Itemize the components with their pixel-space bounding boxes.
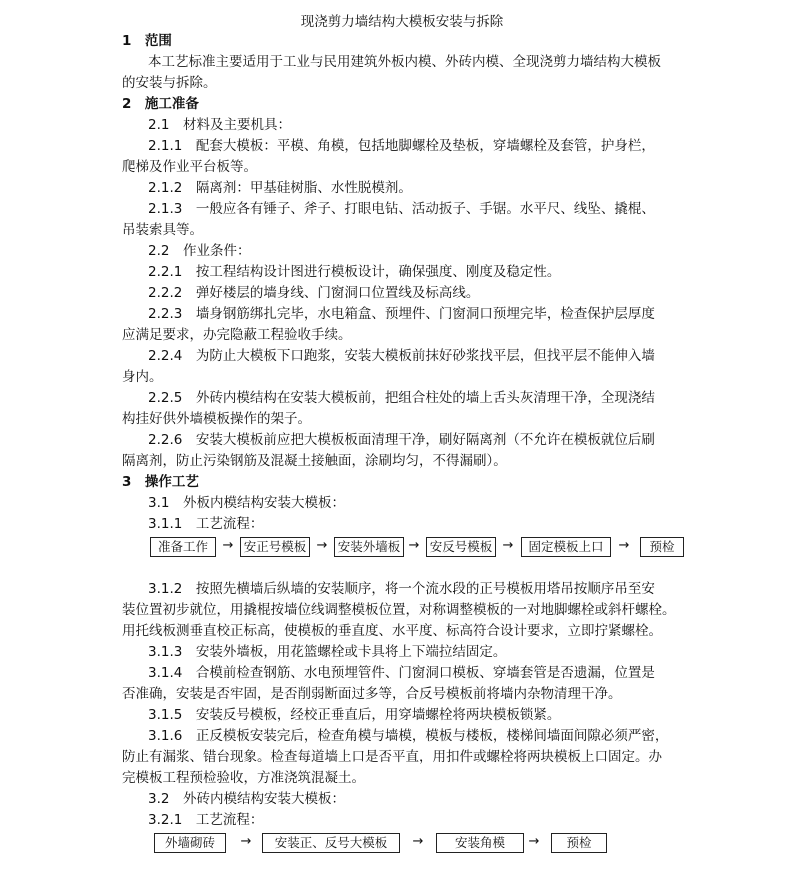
paragraph-line: 2.1.2 隔离剂：甲基硅树脂、水性脱模剂。 bbox=[148, 180, 412, 196]
paragraph-line: 构挂好供外墙模板操作的架子。 bbox=[122, 411, 311, 427]
section-heading: 3 操作工艺 bbox=[122, 474, 199, 490]
paragraph-line: 完模板工程预检验收，方准浇筑混凝土。 bbox=[122, 770, 365, 786]
paragraph-line: 应满足要求，办完隐蔽工程验收手续。 bbox=[122, 327, 352, 343]
paragraph-line: 装位置初步就位，用撬棍按墙位线调整模板位置，对称调整模板的一对地脚螺栓或斜杆螺栓。 bbox=[122, 602, 676, 618]
paragraph-line: 爬梯及作业平台板等。 bbox=[122, 159, 257, 175]
subsection-heading: 2.2 作业条件： bbox=[148, 243, 251, 259]
flow-arrow-icon: → bbox=[528, 834, 540, 849]
paragraph-line: 用托线板测垂直校正标高，使模板的垂直度、水平度、标高符合设计要求，立即拧紧螺栓。 bbox=[122, 623, 662, 639]
paragraph-line: 3.1.6 正反模板安装完后，检查角模与墙模，模板与楼板，楼梯间墙面间隙必须严密， bbox=[148, 728, 669, 744]
paragraph-line: 3.1.1 工艺流程： bbox=[148, 516, 264, 532]
paragraph-line: 3.1.5 安装反号模板，经校正垂直后，用穿墙螺栓将两块模板锁紧。 bbox=[148, 707, 561, 723]
subsection-heading: 3.2 外砖内模结构安装大模板： bbox=[148, 791, 345, 807]
flow-arrow-icon: → bbox=[618, 538, 630, 553]
flow-step: 预检 bbox=[640, 537, 684, 557]
paragraph-line: 3.1.4 合模前检查钢筋、水电预埋管件、门窗洞口模板、穿墙套管是否遗漏，位置是 bbox=[148, 665, 655, 681]
flow-step: 安装角模 bbox=[436, 833, 524, 853]
paragraph-line: 3.1.2 按照先横墙后纵墙的安装顺序，将一个流水段的正号模板用塔吊按顺序吊至安 bbox=[148, 581, 655, 597]
flow-step: 准备工作 bbox=[150, 537, 216, 557]
paragraph-line: 吊装索具等。 bbox=[122, 222, 203, 238]
flow-step: 安正号模板 bbox=[240, 537, 310, 557]
paragraph-line: 2.2.1 按工程结构设计图进行模板设计，确保强度、刚度及稳定性。 bbox=[148, 264, 561, 280]
flow-step: 安装正、反号大模板 bbox=[262, 833, 400, 853]
section-heading: 1 范围 bbox=[122, 33, 172, 49]
paragraph-line: 2.2.3 墙身钢筋绑扎完毕，水电箱盒、预埋件、门窗洞口预埋完毕，检查保护层厚度 bbox=[148, 306, 655, 322]
document-title: 现浇剪力墙结构大模板安装与拆除 bbox=[300, 14, 504, 30]
paragraph-line: 本工艺标准主要适用于工业与民用建筑外板内模、外砖内模、全现浇剪力墙结构大模板 bbox=[148, 54, 661, 70]
paragraph-line: 身内。 bbox=[122, 369, 163, 385]
flow-arrow-icon: → bbox=[316, 538, 328, 553]
paragraph-line: 2.2.5 外砖内模结构在安装大模板前，把组合柱处的墙上舌头灰清理干净，全现浇结 bbox=[148, 390, 655, 406]
flow-arrow-icon: → bbox=[408, 538, 420, 553]
subsection-heading: 3.1 外板内模结构安装大模板： bbox=[148, 495, 345, 511]
paragraph-line: 3.2.1 工艺流程： bbox=[148, 812, 264, 828]
flow-arrow-icon: → bbox=[502, 538, 514, 553]
paragraph-line: 防止有漏浆、错台现象。检查每道墙上口是否平直，用扣件或螺栓将两块模板上口固定。办 bbox=[122, 749, 662, 765]
flow-step: 预检 bbox=[551, 833, 607, 853]
flow-step: 外墙砌砖 bbox=[154, 833, 226, 853]
flow-step: 固定模板上口 bbox=[521, 537, 611, 557]
paragraph-line: 隔离剂，防止污染钢筋及混凝土接触面，涂刷均匀，不得漏刷）。 bbox=[122, 453, 507, 469]
paragraph-line: 2.2.6 安装大模板前应把大模板板面清理干净，刷好隔离剂（不允许在模板就位后刷 bbox=[148, 432, 655, 448]
paragraph-line: 3.1.3 安装外墙板，用花篮螺栓或卡具将上下端拉结固定。 bbox=[148, 644, 507, 660]
subsection-heading: 2.1 材料及主要机具： bbox=[148, 117, 291, 133]
section-heading: 2 施工准备 bbox=[122, 96, 199, 112]
flow-arrow-icon: → bbox=[222, 538, 234, 553]
flow-arrow-icon: → bbox=[240, 834, 252, 849]
paragraph-line: 2.1.3 一般应各有锤子、斧子、打眼电钻、活动扳子、手锯。水平尺、线坠、撬棍、 bbox=[148, 201, 655, 217]
paragraph-line: 的安装与拆除。 bbox=[122, 75, 217, 91]
paragraph-line: 2.2.2 弹好楼层的墙身线、门窗洞口位置线及标高线。 bbox=[148, 285, 480, 301]
paragraph-line: 2.1.1 配套大模板：平模、角模，包括地脚螺栓及垫板，穿墙螺栓及套管，护身栏， bbox=[148, 138, 655, 154]
paragraph-line: 2.2.4 为防止大模板下口跑浆，安装大模板前抹好砂浆找平层，但找平层不能伸入墙 bbox=[148, 348, 655, 364]
flow-arrow-icon: → bbox=[412, 834, 424, 849]
flow-step: 安反号模板 bbox=[426, 537, 496, 557]
flow-step: 安装外墙板 bbox=[334, 537, 404, 557]
paragraph-line: 否准确，安装是否牢固，是否削弱断面过多等，合反号模板前将墙内杂物清理干净。 bbox=[122, 686, 622, 702]
